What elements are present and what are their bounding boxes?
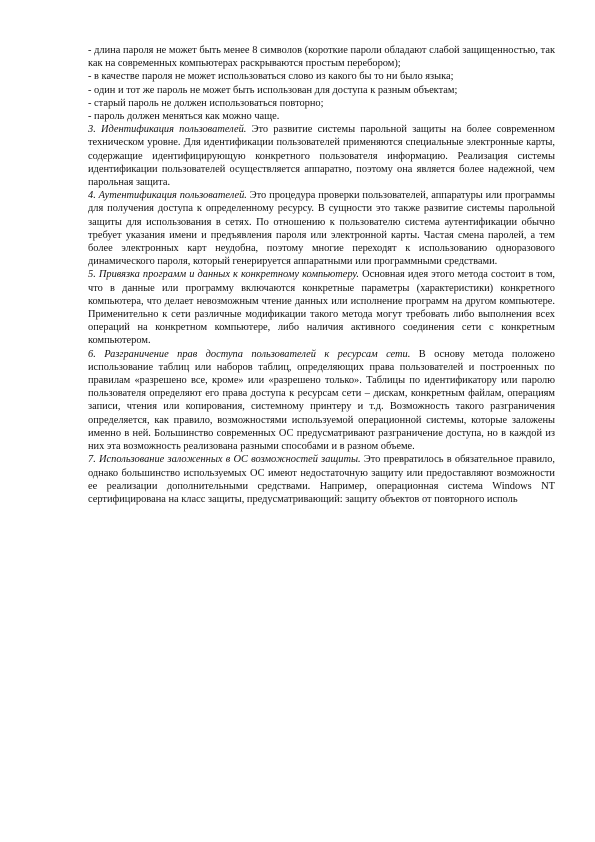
section-paragraph [88,268,555,347]
section-body: Это превратилось в обязательное правило, однако большинство используемых ОС имеют недостаточную защиту или предоставляют возможности ее реализации дополнительными средствами. Например, операционная система Windows NT сертифицирована на класс защиты, предусматривающий: защиту объектов от повторного исполь [88,454,556,505]
section-body: Это процедура проверки пользователей, аппаратуры или программы для получения доступа к определенному ресурсу. В сущности это также развитие системы парольной защиты для использования в сетях. По отношению к пользователю система аутентификации обычно требует указания имени и предъявления пароля или электронной карты. Частая смена паролей, а тем более электронных карт неудобна, поэтому многие переходят к использованию одноразового динамического пароля, который генерируется аппаратными или программными средствами. [88,190,555,268]
section-body: Основная идея этого метода состоит в том, что в данные или программу включаются конкретные параметры (характеристики) конкретного компьютера, что делает невозможным чтение данных или исполнение программ на другом компьютере. Применительно к сети различные модификации такого метода могут требовать либо выполнения всех операций на конкретном компьютере, либо наличия активного соединения сети с конкретным компьютером. [88,269,556,347]
section-body: Это развитие системы парольной защиты на более современном техническом уровне. Для идентификации пользователей применяются специальные электронные карты, содержащие идентифицирующую конкретного пользователя информацию. Реализация системы идентификации пользователей осуществляется аппаратно, поэтому она является более надежной, чем парольная защита. [88,124,555,189]
section-title: 5. Привязка программ и данных к конкретному компьютеру. [88,269,359,281]
section-body: В основу метода положено использование таблиц или наборов таблиц, определяющих права пользователей и построенных по правилам «разрешено все, кроме» или «разрешено только». Таблицы по идентификатору или паролю пользователя определяют его права доступа к ресурсам сети – дискам, конкретным файлам, операциям записи, чтения или копирования, системному принтеру и т.д. Возможность такого разграничения определяется, как правило, возможностями используемой операционной системы, которые заложены именно в ней. Большинство современных ОС предусматривают разграничение доступа, но в каждой из них эта возможность реализована разными способами и в разном объеме. [88,348,555,453]
section-paragraph [88,123,555,189]
requirement-line: - в качестве пароля не может использоваться слово из какого бы то ни было языка; [88,71,454,83]
requirement-line: - старый пароль не должен использоваться повторно; [88,97,324,109]
section-title: 3. Идентификация пользователей. [88,124,247,136]
section-paragraph [88,189,555,268]
requirement-line: - один и тот же пароль не может быть использован для доступа к разным объектам; [88,84,458,96]
section-title: 4. Аутентификация пользователей. [88,190,247,202]
document-body [88,44,555,506]
section-title: 7. Использование заложенных в ОС возможностей защиты. [88,454,361,466]
section-title: 6. Разграничение прав доступа пользователей к ресурсам сети. [88,348,411,360]
requirement-line: - длина пароля не может быть менее 8 символов (короткие пароли обладают слабой защищенностью, так как на современных компьютерах раскрываются простым перебором); [88,45,555,70]
section-paragraph [88,348,555,454]
requirement-line: - пароль должен меняться как можно чаще. [88,111,280,123]
section-paragraph [88,453,555,506]
